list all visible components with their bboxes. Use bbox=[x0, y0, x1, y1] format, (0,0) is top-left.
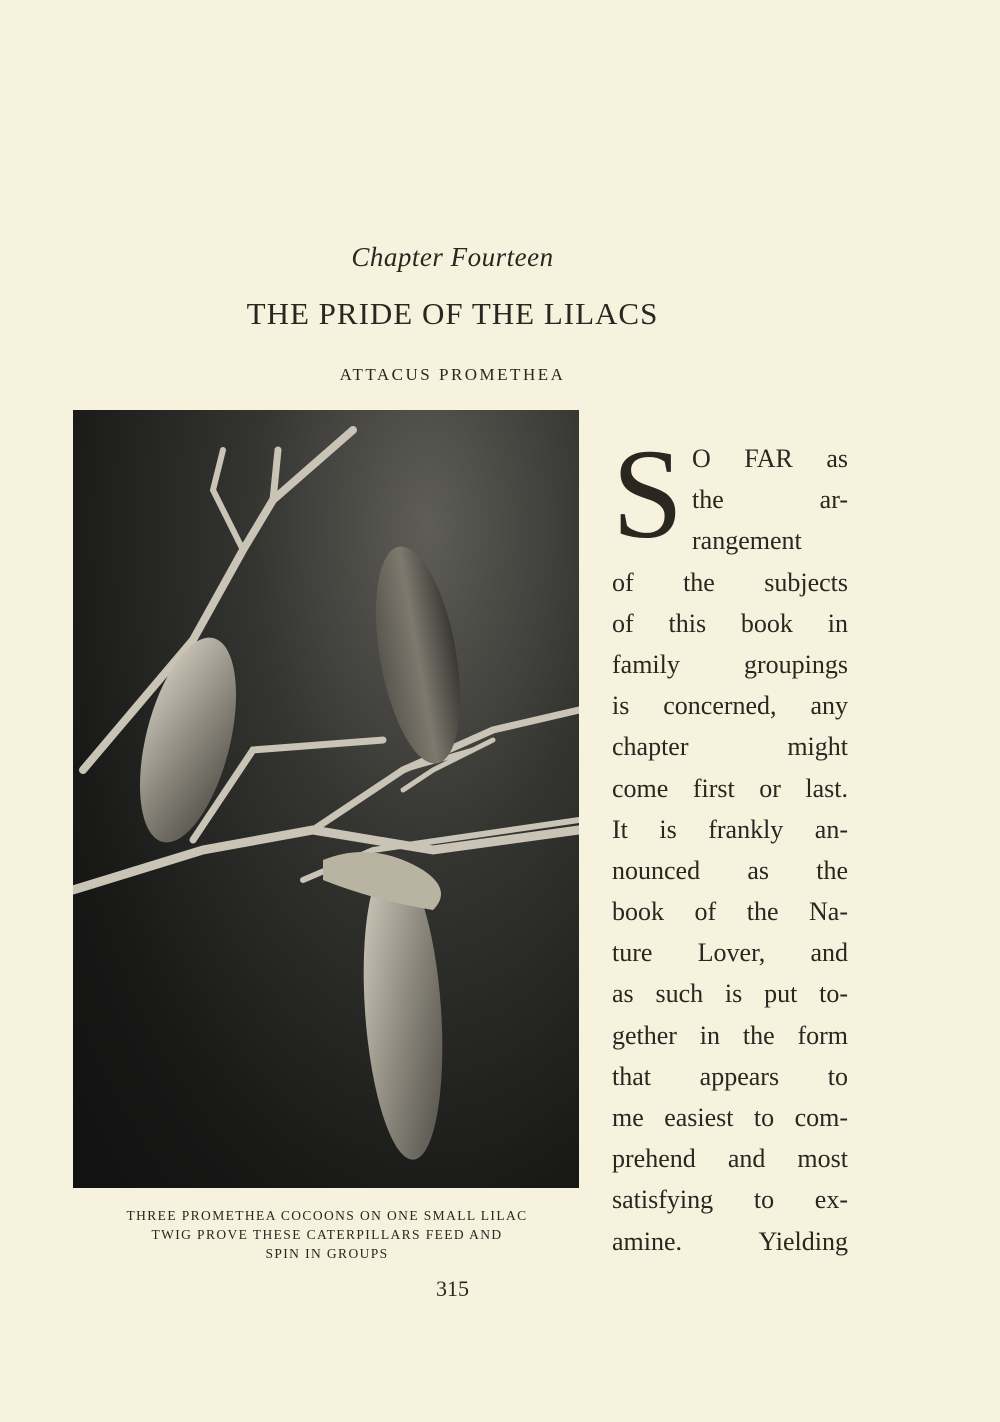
body-line: rangement bbox=[692, 526, 802, 556]
body-line: as such is put to- bbox=[612, 979, 848, 1009]
body-line: the ar- bbox=[692, 485, 848, 515]
body-text bbox=[612, 438, 848, 1262]
drop-cap: S bbox=[612, 423, 684, 565]
chapter-label: Chapter Fourteen bbox=[351, 242, 554, 272]
species-name: ATTACUS PROMETHEA bbox=[339, 365, 566, 384]
body-line: is concerned, any bbox=[612, 691, 848, 721]
cocoon-left bbox=[122, 628, 254, 852]
body-line: me easiest to com- bbox=[612, 1103, 848, 1132]
body-line: come first or last. bbox=[612, 773, 848, 803]
body-line: O FAR as bbox=[692, 444, 848, 473]
body-line: that appears to bbox=[612, 1061, 848, 1091]
body-line: of this book in bbox=[612, 608, 848, 638]
page-number: 315 bbox=[436, 1276, 469, 1301]
figure-caption bbox=[68, 1206, 586, 1263]
body-line: satisfying to ex- bbox=[612, 1185, 848, 1215]
caption-line: TWIG PROVE THESE CATERPILLARS FEED AND bbox=[151, 1227, 503, 1242]
body-line: amine. Yielding bbox=[612, 1226, 848, 1256]
body-line: It is frankly an- bbox=[612, 814, 848, 844]
body-line: nounced as the bbox=[612, 855, 848, 885]
body-line: ture Lover, and bbox=[612, 938, 848, 968]
cocoon-right bbox=[361, 540, 474, 770]
body-line: family groupings bbox=[612, 649, 848, 679]
body-line: prehend and most bbox=[612, 1144, 848, 1174]
body-line: of the subjects bbox=[612, 567, 848, 597]
chapter-title: THE PRIDE OF THE LILACS bbox=[246, 296, 659, 331]
caption-line: THREE PROMETHEA COCOONS ON ONE SMALL LILAC bbox=[126, 1208, 528, 1223]
body-line: book of the Na- bbox=[612, 897, 848, 927]
body-line: gether in the form bbox=[612, 1020, 848, 1050]
caption-line: SPIN IN GROUPS bbox=[265, 1246, 389, 1261]
cocoon-photograph bbox=[73, 410, 579, 1188]
body-line: chapter might bbox=[612, 732, 848, 762]
